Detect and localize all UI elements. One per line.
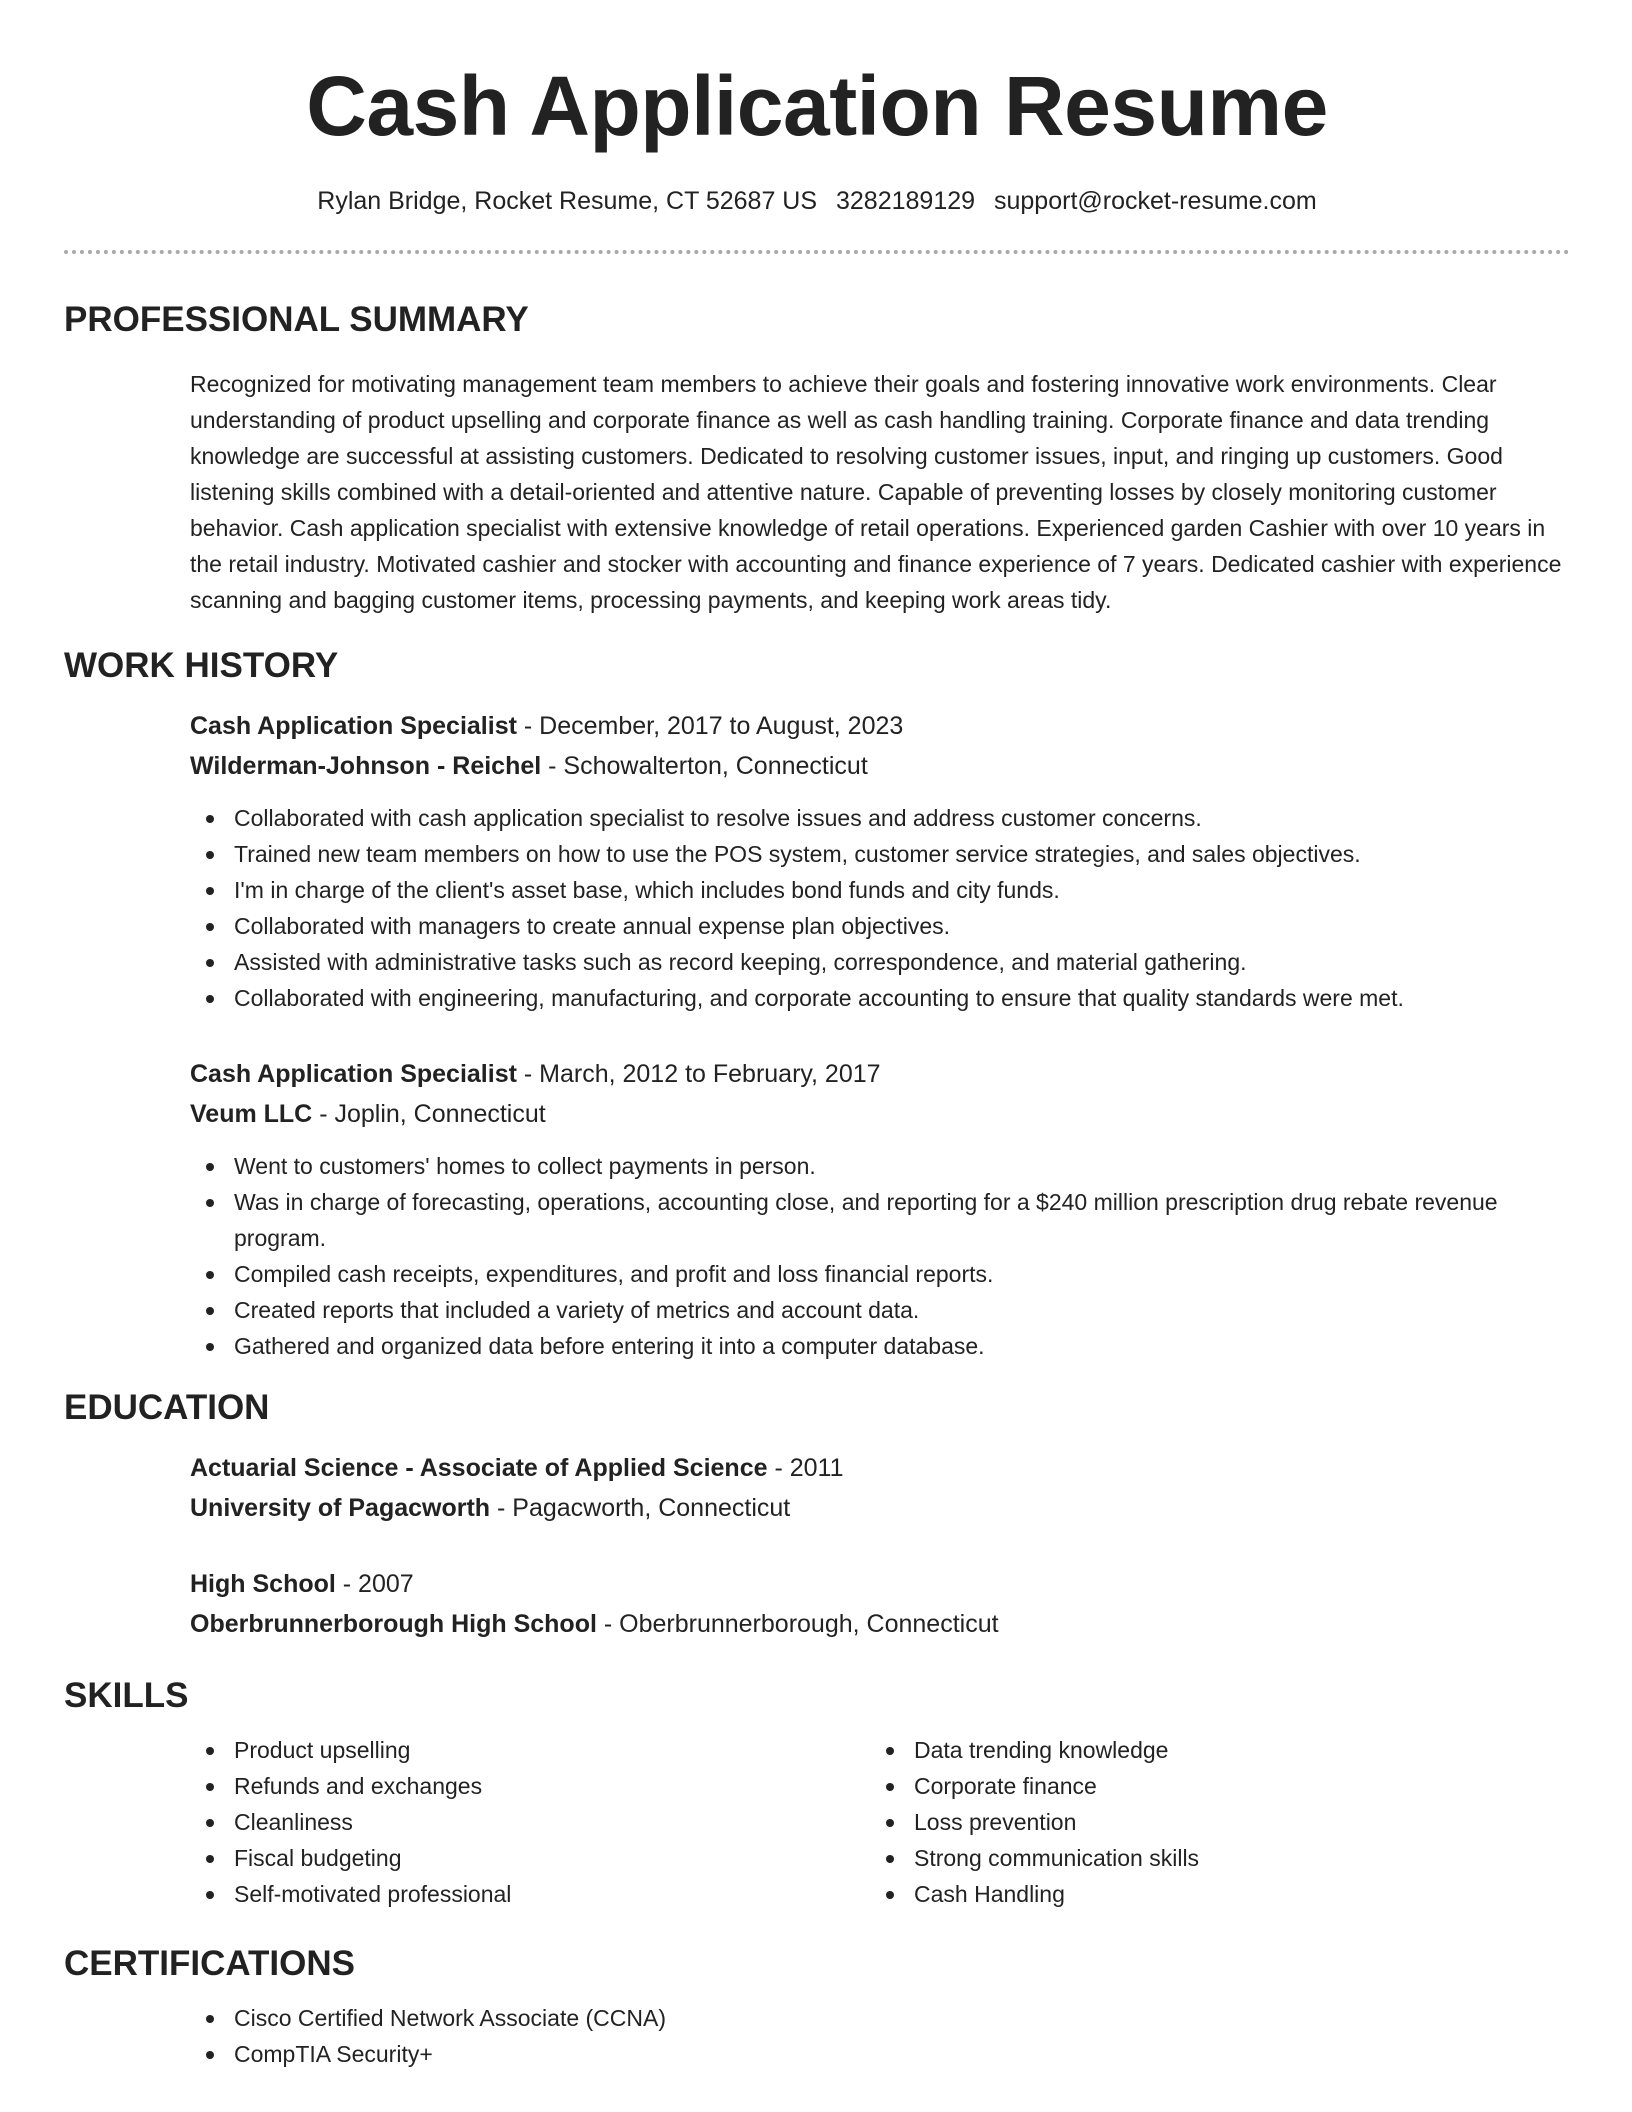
skills-right-list — [870, 1732, 1550, 1912]
list-item: Created reports that included a variety of metrics and account data. — [190, 1292, 1570, 1328]
job-entry — [190, 1054, 1570, 1364]
certifications-heading: CERTIFICATIONS — [64, 1944, 356, 1983]
summary-heading: PROFESSIONAL SUMMARY — [64, 300, 529, 339]
list-item: Gathered and organized data before entering it into a computer database. — [190, 1328, 1570, 1364]
education-school: University of Pagacworth — [190, 1494, 491, 1522]
list-item: Cleanliness — [190, 1804, 870, 1840]
contact-phone: 3282189129 — [836, 187, 976, 215]
education-year: - 2007 — [335, 1570, 414, 1598]
job-bullets — [190, 1148, 1570, 1364]
resume-page — [64, 0, 1570, 2112]
job-role: Cash Application Specialist — [190, 1060, 517, 1088]
education-school: Oberbrunnerborough High School — [190, 1610, 597, 1638]
certifications-list — [190, 2000, 1570, 2072]
education-entry — [190, 1448, 1570, 1528]
job-bullets — [190, 800, 1570, 1016]
job-company-line — [190, 746, 1570, 786]
list-item: Collaborated with managers to create annual expense plan objectives. — [190, 908, 1570, 944]
list-item: CompTIA Security+ — [190, 2036, 1570, 2072]
list-item: I'm in charge of the client's asset base, which includes bond funds and city funds. — [190, 872, 1570, 908]
education-degree-line — [190, 1448, 1570, 1488]
education-degree: High School — [190, 1570, 336, 1598]
list-item: Product upselling — [190, 1732, 870, 1768]
skills-heading: SKILLS — [64, 1676, 189, 1715]
education-entry — [190, 1564, 1570, 1644]
list-item: Strong communication skills — [870, 1840, 1550, 1876]
education-degree: Actuarial Science - Associate of Applied Science — [190, 1454, 768, 1482]
summary-text: Recognized for motivating management team members to achieve their goals and fostering innovative work environments. Clear understanding of product upselling and corporate finance as well as cash handling training. Corporate finance and data trending knowledge are successful at assisting customers. Dedicated to resolving customer issues, input, and ringing up customers. Good listening skills combined with a detail-oriented and attentive nature. Capable of preventing losses by closely monitoring customer behavior. Cash application specialist with extensive knowledge of retail operations. Experienced garden Cashier with over 10 years in the retail industry. Motivated cashier and stocker with accounting and finance experience of 7 years. Dedicated cashier with experience scanning and bagging customer items, processing payments, and keeping work areas tidy. — [190, 371, 1562, 613]
job-company-line — [190, 1094, 1570, 1134]
list-item: Trained new team members on how to use the POS system, customer service strategies, and sales objectives. — [190, 836, 1570, 872]
education-school-line — [190, 1604, 1570, 1644]
header-divider — [64, 250, 1570, 254]
certifications-body — [190, 2000, 1570, 2072]
job-location: - Schowalterton, Connecticut — [541, 752, 868, 780]
skills-columns — [190, 1732, 1570, 1912]
list-item: Fiscal budgeting — [190, 1840, 870, 1876]
list-item: Loss prevention — [870, 1804, 1550, 1840]
list-item: Refunds and exchanges — [190, 1768, 870, 1804]
job-role: Cash Application Specialist — [190, 712, 517, 740]
list-item: Corporate finance — [870, 1768, 1550, 1804]
contact-address: Rylan Bridge, Rocket Resume, CT 52687 US — [317, 187, 818, 215]
list-item: Cash Handling — [870, 1876, 1550, 1912]
list-item: Self-motivated professional — [190, 1876, 870, 1912]
skills-left-list — [190, 1732, 870, 1912]
resume-header — [64, 0, 1570, 218]
job-dates: - December, 2017 to August, 2023 — [516, 712, 904, 740]
job-role-line — [190, 1054, 1570, 1094]
job-location: - Joplin, Connecticut — [312, 1100, 546, 1128]
education-school-line — [190, 1488, 1570, 1528]
job-company: Veum LLC — [190, 1100, 313, 1128]
job-dates: - March, 2012 to February, 2017 — [516, 1060, 881, 1088]
list-item: Collaborated with cash application specialist to resolve issues and address customer concerns. — [190, 800, 1570, 836]
list-item: Collaborated with engineering, manufacturing, and corporate accounting to ensure that quality standards were met. — [190, 980, 1570, 1016]
contact-email: support@rocket-resume.com — [994, 187, 1317, 215]
list-item: Data trending knowledge — [870, 1732, 1550, 1768]
education-degree-line — [190, 1564, 1570, 1604]
education-heading: EDUCATION — [64, 1388, 270, 1427]
list-item: Went to customers' homes to collect payments in person. — [190, 1148, 1570, 1184]
contact-line — [64, 184, 1570, 218]
list-item: Compiled cash receipts, expenditures, and profit and loss financial reports. — [190, 1256, 1570, 1292]
job-company: Wilderman-Johnson - Reichel — [190, 752, 542, 780]
work-history-heading: WORK HISTORY — [64, 646, 339, 685]
job-role-line — [190, 706, 1570, 746]
job-entry — [190, 706, 1570, 1016]
education-location: - Pagacworth, Connecticut — [490, 1494, 791, 1522]
list-item: Assisted with administrative tasks such as record keeping, correspondence, and material gathering. — [190, 944, 1570, 980]
education-year: - 2011 — [767, 1454, 844, 1482]
resume-title: Cash Application Resume — [306, 59, 1328, 153]
education-location: - Oberbrunnerborough, Connecticut — [596, 1610, 999, 1638]
list-item: Cisco Certified Network Associate (CCNA) — [190, 2000, 1570, 2036]
list-item: Was in charge of forecasting, operations, accounting close, and reporting for a $240 million prescription drug rebate revenue program. — [190, 1184, 1570, 1256]
